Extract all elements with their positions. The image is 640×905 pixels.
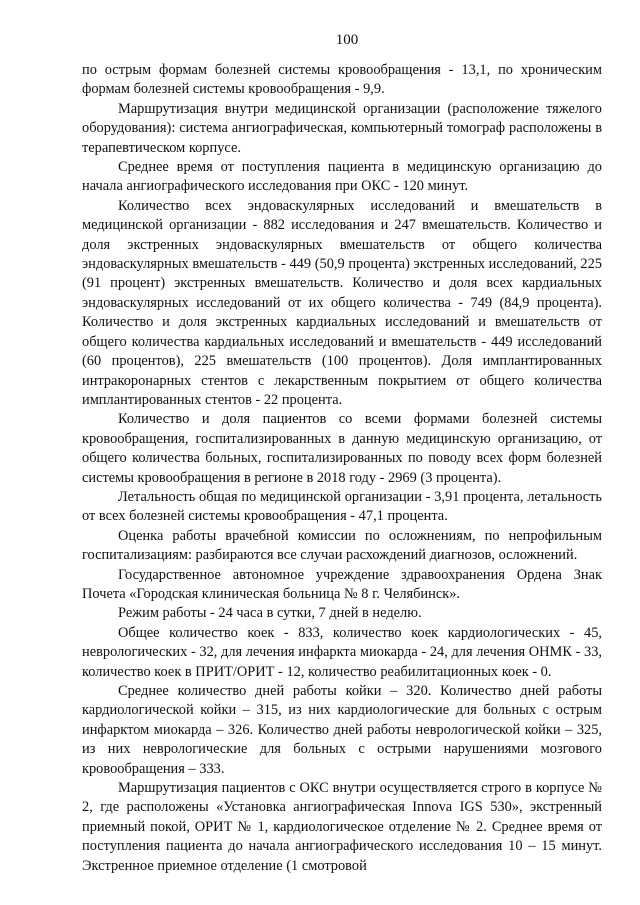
paragraph: Среднее количество дней работы койки – 320. Количество дней работы кардиологической койки – 315, из них кардиологические для больных с острым инфарктом миокарда – 326. Количество дней работы неврологической койки – 325, из них неврологические для больных с острыми нарушениями мозгового кровообращения – 333. (82, 683, 602, 777)
paragraph: Маршрутизация пациентов с ОКС внутри осуществляется строго в корпусе № 2, где расположены «Установка ангиографическая Innova IGS 530», экстренный приемный покой, ОРИТ № 1, кардиологическое отделение № 2. Среднее время от поступления пациента до начала ангиографического исследования 10 – 15 минут. Экстренное приемное отделение (1 смотровой (82, 780, 602, 874)
page-number: 100 (335, 32, 359, 48)
paragraph: Маршрутизация внутри медицинской организации (расположение тяжелого оборудования): система ангиографическая, компьютерный томограф расположены в терапевтическом корпусе. (82, 100, 602, 156)
paragraph: Среднее время от поступления пациента в медицинскую организацию до начала ангиографического исследования при ОКС - 120 минут. (82, 159, 602, 195)
paragraph: Количество и доля пациентов со всеми формами болезней системы кровообращения, госпитализированных в данную медицинскую организацию, от общего количества больных, госпитализированных по поводу всех форм болезней системы кровообращения в регионе в 2018 году - 2969 (3 процента). (82, 411, 602, 486)
document-body (82, 61, 602, 876)
paragraph: Летальность общая по медицинской организации - 3,91 процента, летальность от всех болезней системы кровообращения - 47,1 процента. (82, 488, 602, 525)
paragraph: Государственное автономное учреждение здравоохранения Ордена Знак Почета «Городская клиническая больница № 8 г. Челябинск». (82, 566, 602, 602)
paragraph: Оценка работы врачебной комиссии по осложнениям, по непрофильным госпитализациям: разбираются все случаи расхождений диагнозов, осложнений. (82, 527, 602, 564)
paragraph: по острым формам болезней системы кровообращения - 13,1, по хроническим формам болезней системы кровообращения - 9,9. (82, 62, 602, 98)
paragraph: Количество всех эндоваскулярных исследований и вмешательств в медицинской организации - 882 исследования и 247 вмешательств. Количество и доля экстренных эндоваскулярных вмешательств от общего количества эндоваскулярных вмешательств - 449 (50,9 процента) экстренных исследований, 225 (91 процент) экстренных вмешательств. Количество и доля всех кардиальных эндоваскулярных исследований от их общего количества - 749 (84,9 процента). Количество и доля экстренных кардиальных исследований и вмешательств от общего количества кардиальных исследований и вмешательств - 449 исследований (60 процентов), 225 вмешательств (100 процентов). Доля имплантированных интракоронарных стентов с лекарственным покрытием от общего количества имплантированных стентов - 22 процента. (82, 197, 602, 408)
paragraph: Общее количество коек - 833, количество коек кардиологических - 45, неврологических - 32, для лечения инфаркта миокарда - 24, для лечения ОНМК - 33, количество коек в ПРИТ/ОРИТ - 12, количество реабилитационных коек - 0. (82, 624, 602, 680)
paragraph: Режим работы - 24 часа в сутки, 7 дней в неделю. (118, 605, 422, 622)
